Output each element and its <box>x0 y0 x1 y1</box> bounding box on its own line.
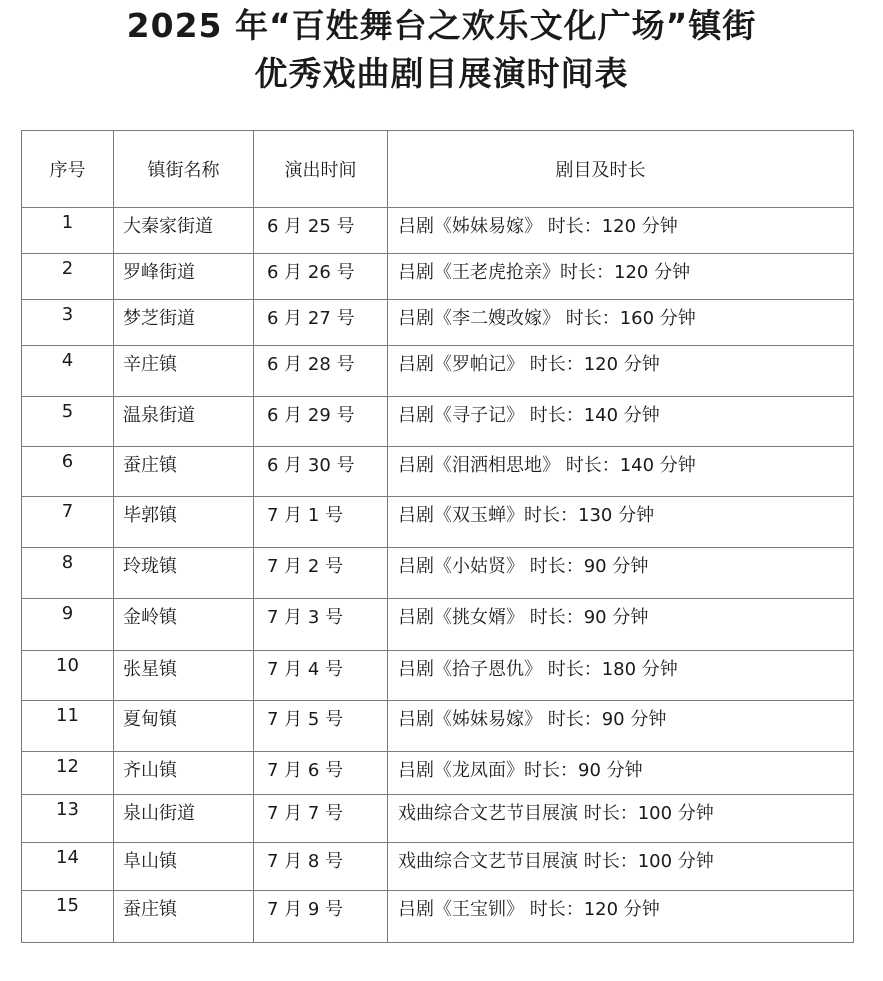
row-date: 7 月 6 号 <box>254 752 388 795</box>
header-program: 剧目及时长 <box>388 131 854 208</box>
row-date: 6 月 26 号 <box>254 254 388 300</box>
header-date: 演出时间 <box>254 131 388 208</box>
row-town: 泉山街道 <box>114 795 254 843</box>
row-program: 戏曲综合文艺节目展演 时长：100 分钟 <box>388 843 854 891</box>
row-number: 6 <box>22 447 114 497</box>
row-date: 7 月 8 号 <box>254 843 388 891</box>
row-date: 7 月 4 号 <box>254 651 388 701</box>
row-program: 吕剧《王老虎抢亲》时长：120 分钟 <box>388 254 854 300</box>
header-town: 镇街名称 <box>114 131 254 208</box>
row-program: 吕剧《李二嫂改嫁》 时长：160 分钟 <box>388 300 854 346</box>
row-date: 6 月 27 号 <box>254 300 388 346</box>
row-number: 14 <box>22 843 114 891</box>
row-number: 3 <box>22 300 114 346</box>
row-number: 8 <box>22 548 114 599</box>
table-row <box>22 447 854 497</box>
row-program: 吕剧《泪洒相思地》 时长：140 分钟 <box>388 447 854 497</box>
row-town: 蚕庄镇 <box>114 447 254 497</box>
table-row <box>22 701 854 752</box>
row-town: 毕郭镇 <box>114 497 254 548</box>
table-row <box>22 599 854 651</box>
table-row <box>22 752 854 795</box>
row-number: 12 <box>22 752 114 795</box>
document-subtitle: 优秀戏曲剧目展演时间表 <box>254 54 629 93</box>
row-town: 张星镇 <box>114 651 254 701</box>
table-header-row <box>22 131 854 208</box>
row-program: 吕剧《龙凤面》时长：90 分钟 <box>388 752 854 795</box>
row-town: 罗峰街道 <box>114 254 254 300</box>
row-date: 7 月 5 号 <box>254 701 388 752</box>
row-number: 9 <box>22 599 114 651</box>
table-row <box>22 300 854 346</box>
row-town: 温泉街道 <box>114 397 254 447</box>
row-program: 吕剧《拾子恩仇》 时长：180 分钟 <box>388 651 854 701</box>
table-row <box>22 651 854 701</box>
header-no: 序号 <box>22 131 114 208</box>
row-town: 阜山镇 <box>114 843 254 891</box>
row-date: 7 月 9 号 <box>254 891 388 943</box>
table-row <box>22 548 854 599</box>
table-row <box>22 254 854 300</box>
table-row <box>22 346 854 397</box>
row-number: 5 <box>22 397 114 447</box>
row-town: 夏甸镇 <box>114 701 254 752</box>
row-town: 金岭镇 <box>114 599 254 651</box>
row-date: 7 月 1 号 <box>254 497 388 548</box>
row-program: 吕剧《王宝钏》 时长：120 分钟 <box>388 891 854 943</box>
row-town: 蚕庄镇 <box>114 891 254 943</box>
table-row <box>22 843 854 891</box>
row-date: 7 月 7 号 <box>254 795 388 843</box>
row-date: 6 月 30 号 <box>254 447 388 497</box>
table-row <box>22 397 854 447</box>
row-number: 11 <box>22 701 114 752</box>
row-number: 7 <box>22 497 114 548</box>
document-title: 2025 年“百姓舞台之欢乐文化广场”镇街 <box>126 6 757 45</box>
row-number: 1 <box>22 208 114 254</box>
row-date: 7 月 2 号 <box>254 548 388 599</box>
row-date: 6 月 28 号 <box>254 346 388 397</box>
schedule-table <box>21 130 854 943</box>
row-town: 梦芝街道 <box>114 300 254 346</box>
row-town: 齐山镇 <box>114 752 254 795</box>
row-program: 戏曲综合文艺节目展演 时长：100 分钟 <box>388 795 854 843</box>
row-number: 13 <box>22 795 114 843</box>
row-number: 10 <box>22 651 114 701</box>
row-number: 2 <box>22 254 114 300</box>
row-date: 6 月 29 号 <box>254 397 388 447</box>
table-row <box>22 208 854 254</box>
row-program: 吕剧《小姑贤》 时长：90 分钟 <box>388 548 854 599</box>
row-date: 6 月 25 号 <box>254 208 388 254</box>
row-number: 15 <box>22 891 114 943</box>
row-program: 吕剧《姊妹易嫁》 时长：90 分钟 <box>388 701 854 752</box>
table-row <box>22 795 854 843</box>
row-town: 玲珑镇 <box>114 548 254 599</box>
row-town: 大秦家街道 <box>114 208 254 254</box>
row-date: 7 月 3 号 <box>254 599 388 651</box>
table-row <box>22 891 854 943</box>
table-row <box>22 497 854 548</box>
row-program: 吕剧《双玉蝉》时长：130 分钟 <box>388 497 854 548</box>
row-program: 吕剧《罗帕记》 时长：120 分钟 <box>388 346 854 397</box>
row-program: 吕剧《寻子记》 时长：140 分钟 <box>388 397 854 447</box>
row-program: 吕剧《挑女婿》 时长：90 分钟 <box>388 599 854 651</box>
row-number: 4 <box>22 346 114 397</box>
row-town: 辛庄镇 <box>114 346 254 397</box>
row-program: 吕剧《姊妹易嫁》 时长：120 分钟 <box>388 208 854 254</box>
